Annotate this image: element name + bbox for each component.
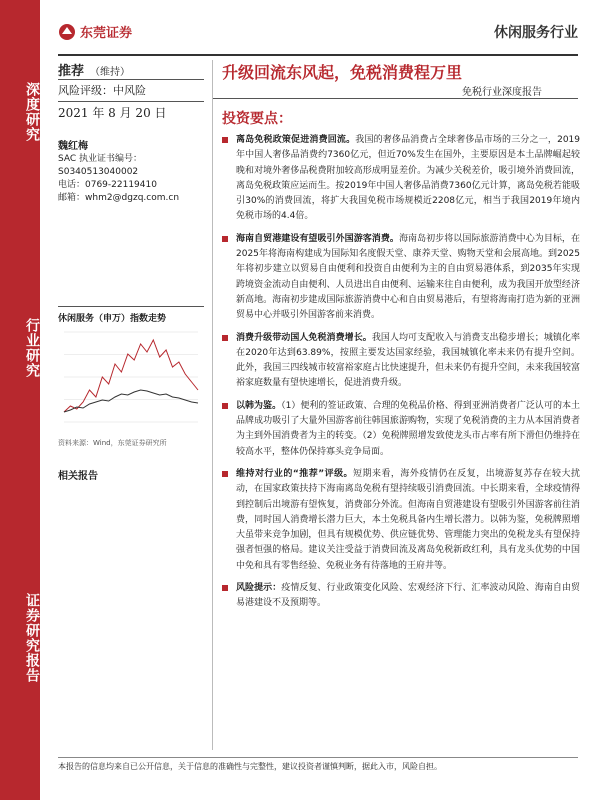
risk-level: 风险评级：中风险: [58, 84, 146, 97]
item-text: 我国人均可支配收入与消费支出稳步增长；城镇化率在2020年达到63.89%，按照主要发达国家经验，我国城镇化率未来仍有提升空间。此外，我国三四线城市较富裕家庭占比快速提升，但未来仍有提升空间，未来我国较富裕家庭数量有望快速增长，促进消费升级。: [236, 332, 580, 389]
chart-source: 资料来源：Wind，东莞证券研究所: [58, 439, 167, 447]
report-title: 升级回流东风起，免税消费程万里: [222, 63, 463, 82]
sidebar-label-deep-research: 深度研究: [24, 82, 40, 142]
chart-top-divider: [58, 306, 204, 307]
analyst-info: [58, 140, 179, 205]
item-lead: 风险提示：: [236, 583, 282, 594]
list-item: [222, 467, 580, 574]
rating-divider: [58, 79, 204, 80]
list-item: [222, 581, 580, 612]
column-divider: [212, 60, 213, 750]
list-item: [222, 399, 580, 460]
page-footer: [58, 757, 578, 773]
report-subtitle: 免税行业深度报告: [462, 87, 542, 98]
key-points-heading: 投资要点：: [222, 111, 292, 127]
analyst-cert-number: S0340513040002: [58, 167, 139, 177]
related-reports-heading: 相关报告: [58, 471, 98, 482]
bullet-icon: [222, 137, 228, 143]
logo-icon: [58, 23, 76, 41]
chart-title: 休闲服务（申万）指数走势: [58, 314, 167, 324]
analyst-name: 魏红梅: [58, 141, 88, 152]
item-lead: 维持对行业的“推荐”评级。: [236, 468, 354, 479]
item-text: 短期来看，海外疫情仍在反复，出境游复苏存在较大扰动，在国家政策扶持下海南离岛免税有望持续吸引消费回流。中长期来看，全球疫情得到控制后出境游有望恢复，消费部分外流。但海南自贸港建设有望吸引外国游客前往消费，同时国人消费增长潜力巨大，本土免税具备内生增长潜力。以韩为鉴，免税牌照增大虽带来竞争加剧，但具有规模优势、供应链优势、管理能力突出的免税龙头有望保持强者恒强的格局。建议关注受益于消费回流及离岛免税新政红利，具有龙头优势的中国中免和具有零售经验、免税业务有待落地的王府井等。: [236, 468, 580, 571]
list-item: [222, 232, 580, 324]
bullet-icon: [222, 471, 228, 477]
analyst-cert-label: SAC 执业证书编号：: [58, 154, 143, 164]
rating: [58, 60, 130, 79]
item-lead: 消费升级带动国人免税消费增长。: [236, 332, 372, 343]
list-item: [222, 331, 580, 392]
index-trend-chart: [58, 324, 204, 432]
index-chart-box: [58, 306, 204, 448]
bullet-icon: [222, 585, 228, 591]
report-date: 2021 年 8 月 20 日: [58, 106, 167, 120]
rating-value: 推荐: [58, 64, 85, 79]
logo-text: 东莞证券: [80, 26, 133, 41]
item-lead: 离岛免税政策促进消费回流。: [236, 135, 356, 145]
item-text: 疫情反复、行业政策变化风险、宏观经济下行、汇率波动风险、海南自由贸易港建设不及预期等。: [236, 583, 580, 609]
list-item: [222, 133, 580, 225]
bullet-icon: [222, 236, 228, 242]
rating-status: （维持）: [90, 67, 131, 78]
risk-divider: [58, 101, 204, 102]
sidebar-label-industry-research: 行业研究: [24, 318, 40, 378]
item-text: 海南岛初步将以国际旅游消费中心为目标，在2025年将海南构建成为国际知名度假天堂、康养天堂、购物天堂和会展高地。到2025年将初步建立以贸易自由便利和投资自由便利为主的自由贸易港体系，到2035年实现跨境资金流动自由便利、人员进出自由便利、运输来往自由便利，成为我国开放型经济新高地。海南初步建成国际旅游消费中心和自由贸易港后，有望将海南打造为新的亚洲贸易中心并吸引外国游客前来消费。: [236, 233, 580, 321]
sidebar-label-securities-report: 证券研究报告: [24, 593, 40, 683]
industry-name: 休闲服务行业: [494, 25, 578, 41]
bullet-icon: [222, 403, 228, 409]
item-text: 我国的奢侈品消费占全球奢侈品市场的三分之一，2019年中国人奢侈品消费约7360亿元，但近70%发生在国外，主要原因是本土品牌崛起较晚和对境外奢侈品税费附加较高形成明显差价。为减少关税差价，吸引境外消费回流，离岛免税政策应运而生。按2019年中国人奢侈品消费7360亿元计算，离岛免税若能吸引30%的消费回流，将扩大我国免税市场规模近2208亿元，相当于我国2019年境内免税市场的4.4倍。: [236, 135, 580, 222]
analyst-email: 邮箱：whm2@dgzq.com.cn: [58, 193, 180, 203]
footer-divider: [58, 757, 578, 758]
item-lead: 海南自贸港建设有望吸引外国游客消费。: [236, 233, 399, 244]
bullet-icon: [222, 335, 228, 341]
analyst-phone: 电话：0769-22119410: [58, 180, 157, 190]
title-divider: [212, 98, 578, 99]
disclaimer: 本报告的信息均来自已公开信息，关于信息的准确性与完整性，建议投资者谨慎判断，据此入市，风险自担。: [58, 762, 442, 771]
page-header: [58, 14, 578, 60]
key-points-list: [222, 133, 580, 619]
item-text: （1）便利的签证政策、合理的免税品价格、得到亚洲消费者广泛认可的本土品牌成功吸引了大量外国游客前往韩国旅游购物，实现了免税消费的主力从本国消费者为主到外国消费者为主的转变。（2）免税牌照增发致使龙头市占率有所下滑但仍维持在较高水平，整体仍保持寡头竞争局面。: [236, 400, 580, 457]
brand-logo: [58, 22, 132, 41]
chart-background: [58, 324, 204, 432]
header-divider: [58, 54, 578, 56]
item-lead: 以韩为鉴。: [236, 400, 282, 411]
